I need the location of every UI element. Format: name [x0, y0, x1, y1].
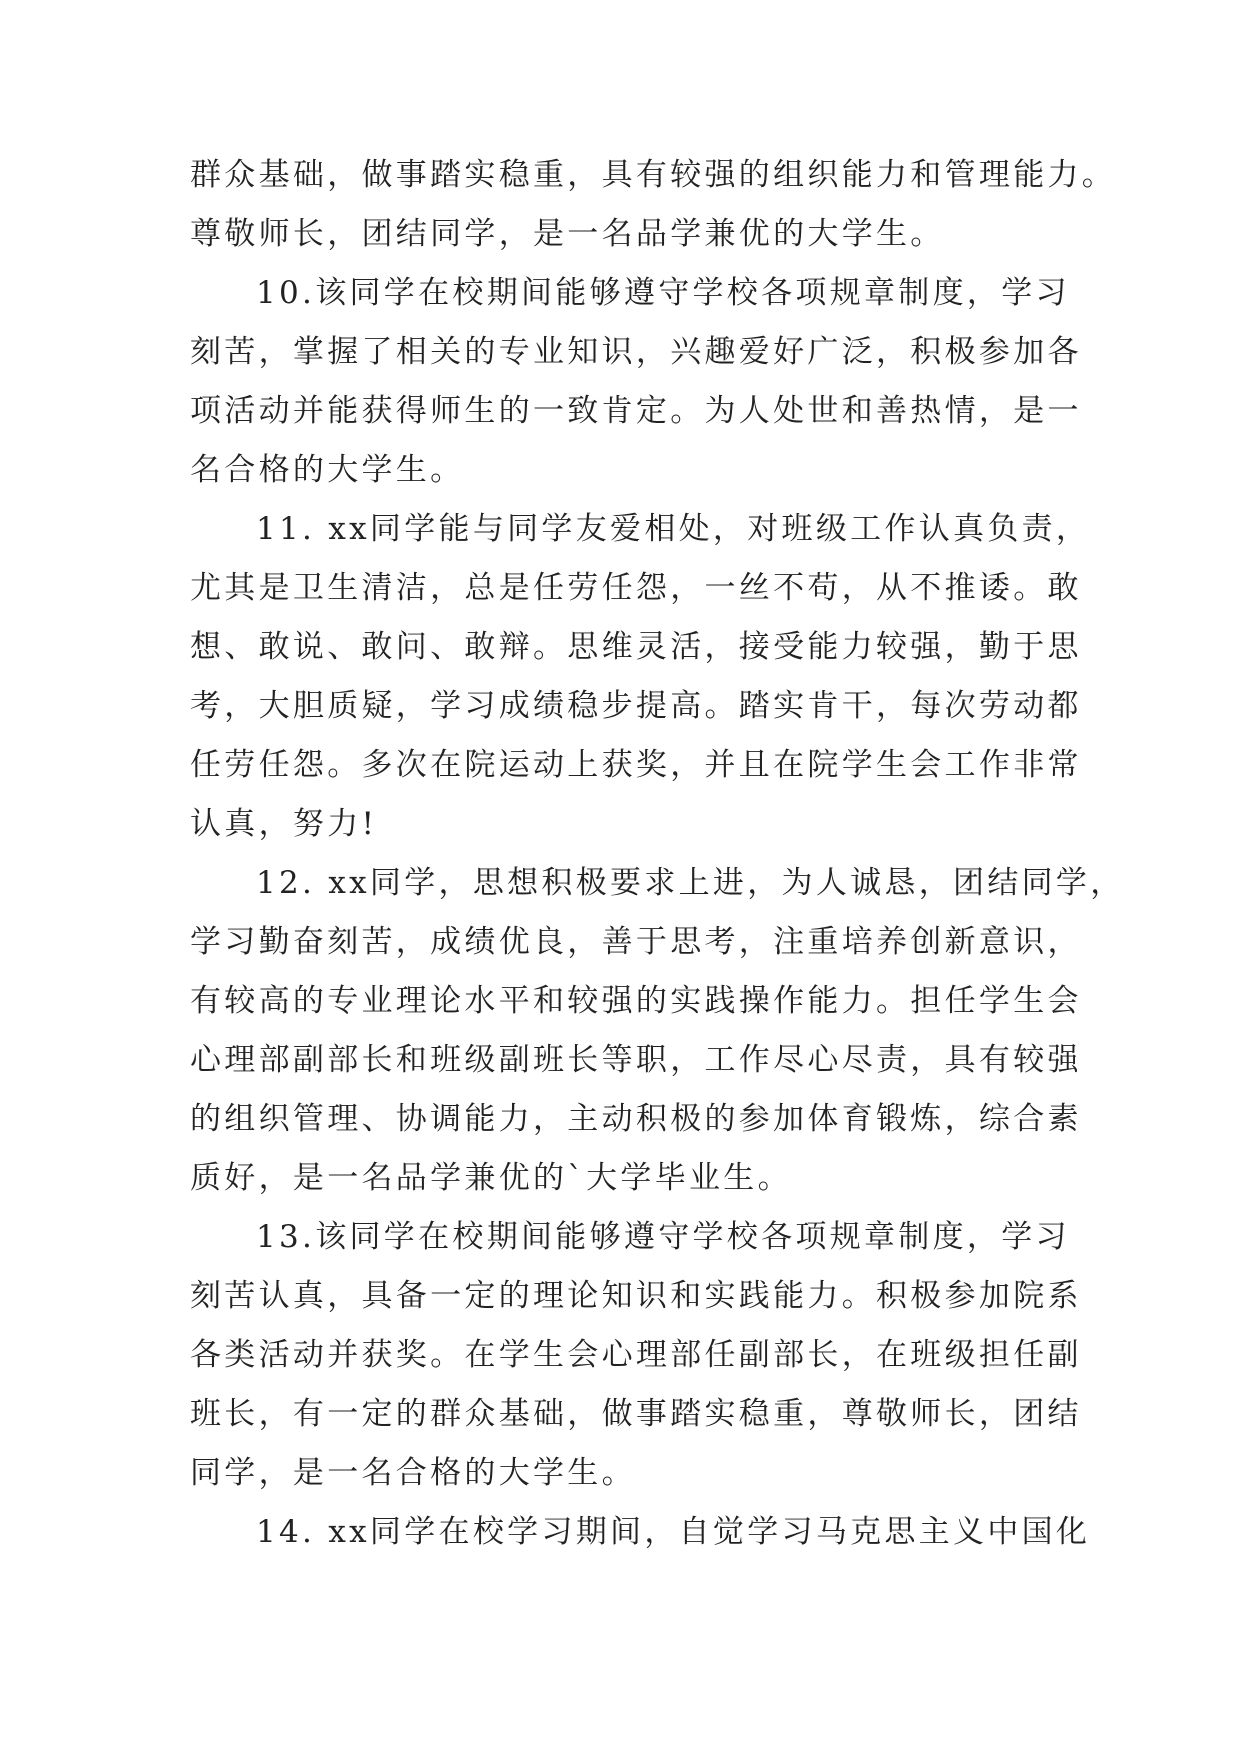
- text-line: 同学，是一名合格的大学生。: [190, 1455, 636, 1491]
- paragraph-11-start: 11. xx同学能与同学友爱相处，对班级工作认真负责，: [256, 511, 1091, 547]
- text-line: 学习勤奋刻苦，成绩优良，善于思考，注重培养创新意识，: [190, 924, 1082, 960]
- text-line: 尤其是卫生清洁，总是任劳任怨，一丝不苟，从不推诿。敢: [190, 570, 1082, 606]
- text-line: 想、敢说、敢问、敢辩。思维灵活，接受能力较强，勤于思: [190, 629, 1082, 665]
- text-line: 心理部副部长和班级副班长等职，工作尽心尽责，具有较强: [190, 1042, 1082, 1078]
- document-body: [190, 146, 1125, 1562]
- text-line: 尊敬师长，团结同学，是一名品学兼优的大学生。: [190, 216, 945, 252]
- text-line: 刻苦，掌握了相关的专业知识，兴趣爱好广泛，积极参加各: [190, 334, 1082, 370]
- text-line: 项活动并能获得师生的一致肯定。为人处世和善热情，是一: [190, 393, 1082, 429]
- text-line: 名合格的大学生。: [190, 452, 465, 488]
- text-line: 考，大胆质疑，学习成绩稳步提高。踏实肯干，每次劳动都: [190, 688, 1082, 724]
- paragraph-14-start: 14. xx同学在校学习期间，自觉学习马克思主义中国化: [256, 1514, 1091, 1550]
- text-line: 认真，努力!: [190, 806, 378, 842]
- paragraph-12-start: 12. xx同学，思想积极要求上进，为人诚恳，团结同学，: [256, 865, 1125, 901]
- text-line: 刻苦认真，具备一定的理论知识和实践能力。积极参加院系: [190, 1278, 1082, 1314]
- text-line: 有较高的专业理论水平和较强的实践操作能力。担任学生会: [190, 983, 1082, 1019]
- paragraph-13-start: 13.该同学在校期间能够遵守学校各项规章制度，学习: [256, 1219, 1070, 1255]
- text-line: 班长，有一定的群众基础，做事踏实稳重，尊敬师长，团结: [190, 1396, 1082, 1432]
- text-line: 质好，是一名品学兼优的`大学毕业生。: [190, 1160, 792, 1196]
- text-line: 群众基础，做事踏实稳重，具有较强的组织能力和管理能力。: [190, 157, 1117, 193]
- paragraph-10-start: 10.该同学在校期间能够遵守学校各项规章制度，学习: [256, 275, 1070, 311]
- text-line: 各类活动并获奖。在学生会心理部任副部长，在班级担任副: [190, 1337, 1082, 1373]
- text-line: 的组织管理、协调能力，主动积极的参加体育锻炼，综合素: [190, 1101, 1082, 1137]
- text-line: 任劳任怨。多次在院运动上获奖，并且在院学生会工作非常: [190, 747, 1082, 783]
